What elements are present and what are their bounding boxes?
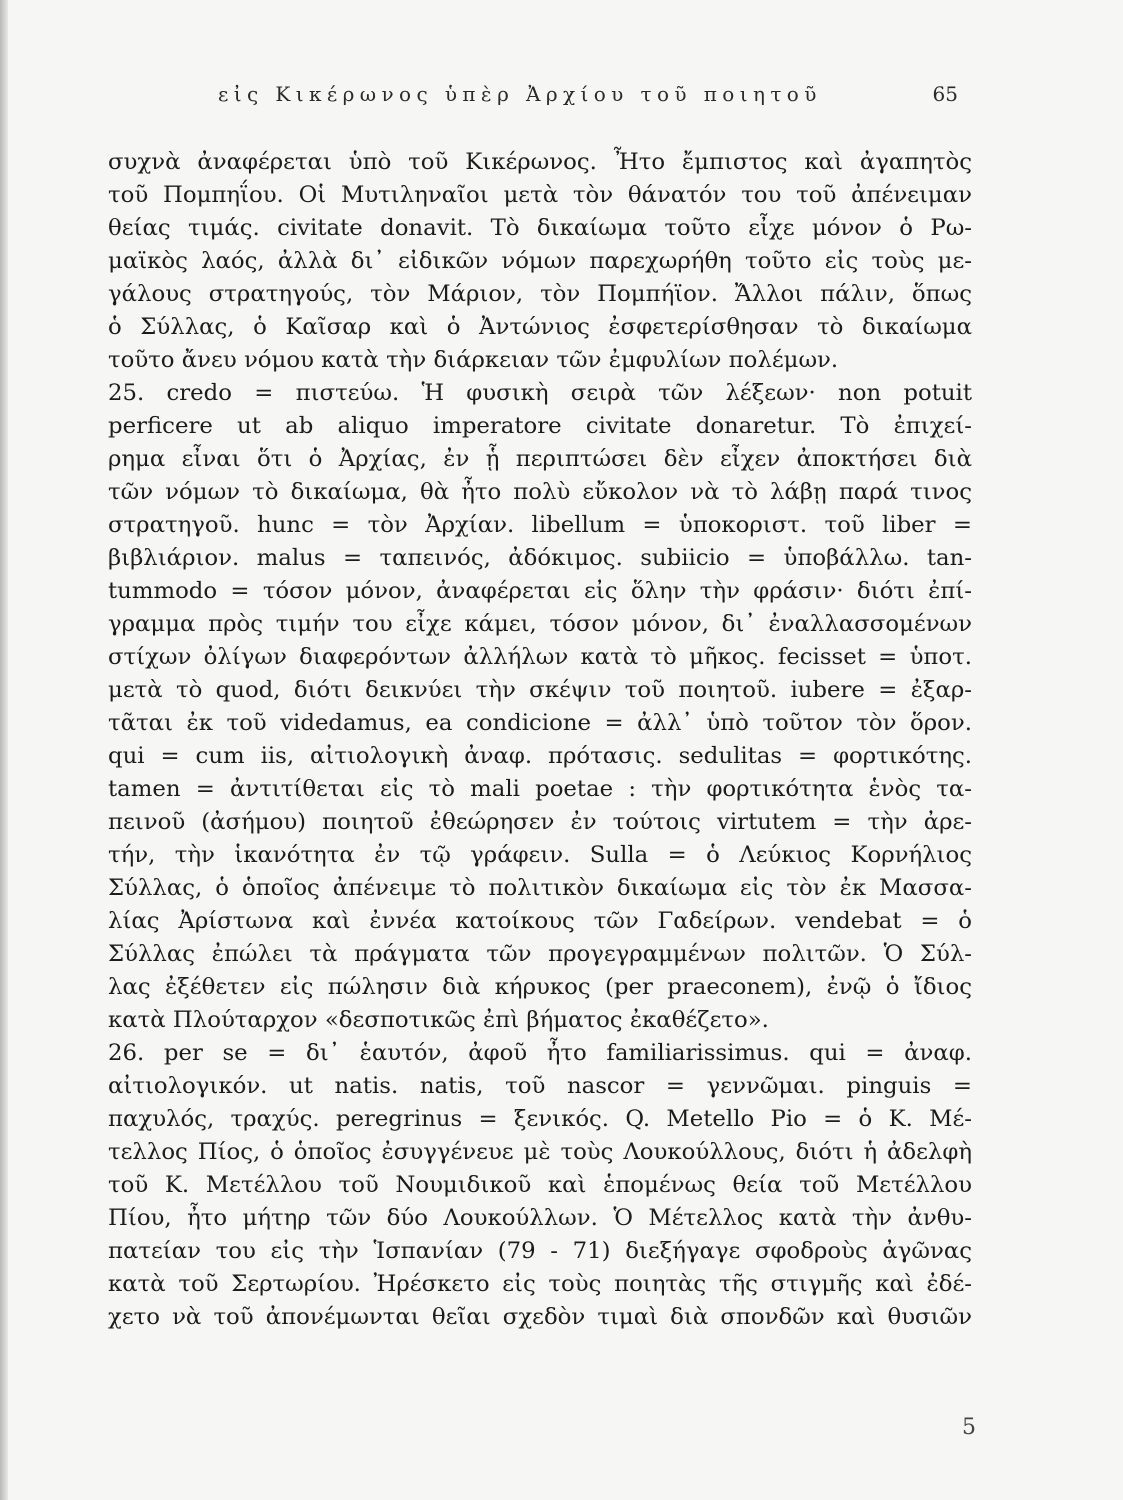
text-line: ρημα εἶναι ὅτι ὁ Ἀρχίας, ἐν ᾗ περιπτώσει δὲν εἶχεν ἀποκτήσει διὰ — [108, 446, 972, 472]
signature-mark: 5 — [962, 1415, 976, 1440]
text-line: Σύλλας, ὁ ὁποῖος ἀπένειμε τὸ πολιτικὸν δικαίωμα εἰς τὸν ἐκ Μασσα- — [108, 875, 972, 901]
page-number: 65 — [932, 82, 958, 106]
text-line: συχνὰ ἀναφέρεται ὑπὸ τοῦ Κικέρωνος. Ἦτο ἔμπιστος καὶ ἀγαπητὸς — [108, 149, 972, 175]
text-line: αἰτιολογικόν. ut natis. natis, τοῦ nascor = γεννῶμαι. pinguis = — [108, 1073, 972, 1099]
text-line: βιβλιάριον. malus = ταπεινός, ἀδόκιμος. subiicio = ὑποβάλλω. tan- — [108, 545, 972, 571]
commentary-text — [108, 146, 972, 1334]
text-line: perficere ut ab aliquo imperatore civitate donaretur. Τὸ ἐπιχεί- — [108, 413, 972, 439]
running-header — [218, 82, 958, 118]
text-line: tummodo = τόσον μόνον, ἀναφέρεται εἰς ὅλην τὴν φράσιν· διότι ἐπί- — [108, 578, 972, 604]
running-title: εἰς Κικέρωνος ὑπὲρ Ἀρχίου τοῦ ποιητοῦ — [218, 82, 822, 106]
text-line: θείας τιμάς. civitate donavit. Τὸ δικαίωμα τοῦτο εἶχε μόνον ὁ Ρω- — [108, 215, 972, 241]
text-line: πατείαν του εἰς τὴν Ἱσπανίαν (79 - 71) διεξήγαγε σφοδροὺς ἀγῶνας — [108, 1238, 972, 1264]
text-line: 25. credo = πιστεύω. Ἡ φυσικὴ σειρὰ τῶν λέξεων· non potuit — [108, 380, 972, 406]
text-line: πεινοῦ (ἀσήμου) ποιητοῦ ἐθεώρησεν ἐν τούτοις virtutem = τὴν ἀρε- — [108, 809, 972, 835]
text-line: Σύλλας ἐπώλει τὰ πράγματα τῶν προγεγραμμένων πολιτῶν. Ὁ Σύλ- — [108, 941, 972, 967]
text-line: τᾶται ἐκ τοῦ videdamus, ea condicione = ἀλλ᾽ ὑπὸ τοῦτον τὸν ὅρον. — [108, 710, 972, 736]
text-line: κατὰ τοῦ Σερτωρίου. Ἠρέσκετο εἰς τοὺς ποιητὰς τῆς στιγμῆς καὶ ἐδέ- — [108, 1271, 972, 1297]
text-line: μαϊκὸς λαός, ἀλλὰ δι᾽ εἰδικῶν νόμων παρεχωρήθη τοῦτο εἰς τοὺς με- — [108, 248, 972, 274]
text-line: qui = cum iis, αἰτιολογικὴ ἀναφ. πρότασις. sedulitas = φορτικότης. — [108, 743, 972, 769]
text-line: τοῦ Πομπηΐου. Οἱ Μυτιληναῖοι μετὰ τὸν θάνατόν του τοῦ ἀπένειμαν — [108, 182, 972, 208]
text-line: τοῦτο ἄνευ νόμου κατὰ τὴν διάρκειαν τῶν ἐμφυλίων πολέμων. — [108, 347, 839, 373]
text-line: 26. per se = δι᾽ ἑαυτόν, ἀφοῦ ἦτο familiarissimus. qui = ἀναφ. — [108, 1040, 972, 1066]
text-line: μετὰ τὸ quod, διότι δεικνύει τὴν σκέψιν τοῦ ποιητοῦ. iubere = ἐξαρ- — [108, 677, 972, 703]
text-line: γάλους στρατηγούς, τὸν Μάριον, τὸν Πομπήϊον. Ἄλλοι πάλιν, ὅπως — [108, 281, 972, 307]
text-line: στίχων ὀλίγων διαφερόντων ἀλλήλων κατὰ τὸ μῆκος. fecisset = ὑποτ. — [108, 644, 972, 670]
text-line: τοῦ Κ. Μετέλλου τοῦ Νουμιδικοῦ καὶ ἑπομένως θεία τοῦ Μετέλλου — [108, 1172, 972, 1198]
text-line: χετο νὰ τοῦ ἀπονέμωνται θεῖαι σχεδὸν τιμαὶ διὰ σπονδῶν καὶ θυσιῶν — [108, 1304, 972, 1330]
text-line: γραμμα πρὸς τιμήν του εἶχε κάμει, τόσον μόνον, δι᾽ ἐναλλασσομένων — [108, 611, 972, 637]
text-line: κατὰ Πλούταρχον «δεσποτικῶς ἐπὶ βήματος ἐκαθέζετο». — [108, 1007, 769, 1033]
text-line: τήν, τὴν ἱκανότητα ἐν τῷ γράφειν. Sulla = ὁ Λεύκιος Κορνήλιος — [108, 842, 972, 868]
text-line: ὁ Σύλλας, ὁ Καῖσαρ καὶ ὁ Ἀντώνιος ἐσφετερίσθησαν τὸ δικαίωμα — [108, 314, 972, 340]
text-line: Πίου, ἦτο μήτηρ τῶν δύο Λουκούλλων. Ὁ Μέτελλος κατὰ τὴν ἀνθυ- — [108, 1205, 972, 1231]
text-line: tamen = ἀντιτίθεται εἰς τὸ mali poetae : τὴν φορτικότητα ἑνὸς τα- — [108, 776, 972, 802]
text-line: λας ἐξέθετεν εἰς πώλησιν διὰ κήρυκος (per praeconem), ἐνῷ ὁ ἴδιος — [108, 974, 972, 1000]
text-line: στρατηγοῦ. hunc = τὸν Ἀρχίαν. libellum = ὑποκοριστ. τοῦ liber = — [108, 512, 972, 538]
text-line: λίας Ἀρίστωνα καὶ ἐννέα κατοίκους τῶν Γαδείρων. vendebat = ὁ — [108, 908, 972, 934]
text-line: παχυλός, τραχύς. peregrinus = ξενικός. Q. Metello Pio = ὁ Κ. Μέ- — [108, 1106, 972, 1132]
page-spine-shadow — [0, 0, 8, 1500]
text-line: τελλος Πίος, ὁ ὁποῖος ἐσυγγένευε μὲ τοὺς Λουκούλλους, διότι ἡ ἀδελφὴ — [108, 1139, 972, 1165]
text-line: τῶν νόμων τὸ δικαίωμα, θὰ ἦτο πολὺ εὔκολον νὰ τὸ λάβῃ παρά τινος — [108, 479, 972, 505]
